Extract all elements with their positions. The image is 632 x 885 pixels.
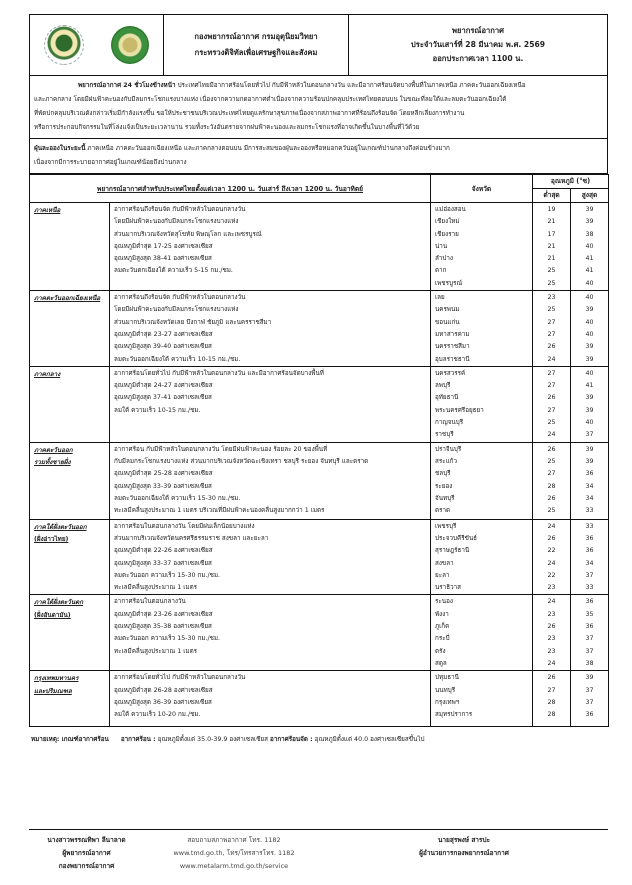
province-list — [431, 442, 533, 519]
province-list — [431, 291, 533, 367]
contact-website[interactable]: www.tmd.go.th, โทร/โทรสารโทร. 1182 — [173, 849, 295, 857]
province-max-temp: 41 — [585, 255, 594, 263]
province-max-temp: 39 — [585, 445, 594, 453]
province-list — [431, 203, 533, 291]
province-name: ลพบุรี — [435, 382, 451, 390]
region-name-line: (ฝั่งอ่าวไทย) — [34, 536, 69, 544]
province-min-temp: 28 — [547, 698, 556, 706]
forecast-line: ลมตะวันออก ความเร็ว 15-30 กม./ชม. — [114, 571, 221, 579]
province-name: ตรัง — [435, 647, 446, 655]
director-name: นายสุรพงษ์ สารปะ — [437, 836, 491, 844]
document-header — [29, 14, 608, 76]
province-max-temp: 37 — [585, 431, 594, 439]
org-line-1: กองพยากรณ์อากาศ กรมอุตุนิยมวิทยา — [194, 32, 318, 41]
region-name — [30, 519, 110, 595]
province-min-temp: 24 — [547, 559, 556, 567]
province-max-temp: 39 — [585, 206, 594, 213]
province-max-temp: 36 — [585, 711, 594, 719]
province-name: สุราษฎร์ธานี — [435, 547, 470, 555]
province-max-temp: 40 — [585, 330, 594, 338]
province-header: จังหวัด — [431, 175, 533, 203]
forecast-line: ส่วนมากบริเวณจังหวัดเลย บึงกาฬ ชัยภูมิ และนครราชสีมา — [114, 318, 272, 326]
director-signature — [364, 834, 564, 873]
province-min-temp: 22 — [547, 547, 556, 555]
province-name: ระนอง — [435, 598, 453, 606]
forecast-line: อากาศร้อนถึงร้อนจัด กับมีฟ้าหลัวในตอนกลางวัน — [114, 206, 246, 213]
province-max-temp: 41 — [585, 382, 594, 390]
province-max-temp: 41 — [585, 267, 594, 275]
contact-info — [144, 834, 324, 873]
province-max-temp: 36 — [585, 623, 594, 631]
province-name: ภูเก็ต — [435, 623, 450, 631]
region-name-line: และปริมณฑล — [34, 687, 72, 695]
province-max-temp: 40 — [585, 419, 594, 427]
province-name: ราชบุรี — [435, 431, 454, 439]
forecast-line: อุณหภูมิต่ำสุด 17-25 องศาเซลเซียส — [114, 242, 213, 250]
forecast-line: ลมตะวันออกเฉียงใต้ ความเร็ว 15-30 กม./ชม. — [114, 494, 241, 502]
province-max-temp: 39 — [585, 343, 594, 351]
region-name — [30, 366, 110, 442]
temperature-header: อุณหภูมิ (°ซ) — [533, 175, 609, 189]
province-max-temp: 36 — [585, 534, 594, 542]
province-min-temp: 26 — [547, 534, 556, 542]
region-row — [30, 595, 609, 671]
province-min-temp: 22 — [547, 571, 556, 579]
region-row — [30, 291, 609, 367]
forecaster-dept: กองพยากรณ์อากาศ — [58, 862, 115, 870]
signature-footer — [29, 829, 608, 873]
director-role: ผู้อำนวยการกองพยากรณ์อากาศ — [419, 849, 509, 857]
forecast-line: อุณหภูมิต่ำสุด 25-28 องศาเซลเซียส — [114, 470, 213, 478]
forecast-table — [29, 174, 609, 727]
region-name-line: ภาคใต้ฝั่งตะวันออก — [34, 523, 87, 531]
dust-section — [29, 139, 608, 174]
province-min-temp: 23 — [547, 294, 556, 302]
doc-title: พยากรณ์อากาศ — [452, 26, 504, 35]
province-min-temp: 25 — [547, 267, 556, 275]
hot-label: อากาศร้อน : — [120, 736, 156, 744]
forecast-line: อุณหภูมิสูงสุด 39-40 องศาเซลเซียส — [114, 343, 212, 351]
province-max-temp: 40 — [585, 279, 594, 287]
province-max-temp: 40 — [585, 369, 594, 377]
forecast-line: อุณหภูมิสูงสุด 33-39 องศาเซลเซียส — [114, 482, 212, 490]
dust-label: ฝุ่นละอองในระยะนี้ — [34, 145, 86, 152]
tmd-logo — [44, 25, 84, 65]
dust-text-2: เนื่องจากมีการระบายอากาศอยู่ในเกณฑ์น้อยถึงปานกลาง — [34, 159, 187, 166]
province-min-temp: 23 — [547, 635, 556, 643]
region-forecast — [110, 442, 431, 519]
region-name-line: (ฝั่งอันดามัน) — [34, 611, 71, 619]
province-name: นราธิวาส — [435, 584, 461, 592]
province-min-temp: 26 — [547, 343, 556, 351]
org-line-2: กระทรวงดิจิทัลเพื่อเศรษฐกิจและสังคม — [194, 48, 318, 57]
province-max-temp: 39 — [585, 674, 594, 682]
province-max-temp: 40 — [585, 242, 594, 250]
province-max-temp: 37 — [585, 635, 594, 643]
province-max-temp: 39 — [585, 218, 594, 226]
province-min-temp: 27 — [547, 369, 556, 377]
province-max-temp: 34 — [585, 494, 594, 502]
province-min-temp: 21 — [547, 255, 556, 263]
note-label: หมายเหตุ: เกณฑ์อากาศร้อน — [31, 736, 109, 744]
min-temp-list — [533, 671, 571, 727]
summary-label: พยากรณ์อากาศ 24 ชั่วโมงข้างหน้า — [78, 82, 176, 89]
province-max-temp: 39 — [585, 457, 594, 465]
province-min-temp: 25 — [547, 279, 556, 287]
province-name: นนทบุรี — [435, 686, 456, 694]
forecast-line: ลมใต้ ความเร็ว 10-20 กม./ชม. — [114, 711, 201, 719]
region-row — [30, 203, 609, 291]
forecast-period-header: พยากรณ์อากาศสำหรับประเทศไทยตั้งแต่เวลา 1200 น. วันเสาร์ ถึงเวลา 1200 น. วันอาทิตย์ — [30, 175, 431, 203]
region-name — [30, 203, 110, 291]
province-min-temp: 24 — [547, 431, 556, 439]
region-name-line: ภาคเหนือ — [34, 207, 61, 214]
forecast-line: ทะเลมีคลื่นสูงประมาณ 1 เมตร — [114, 647, 198, 655]
max-temp-list — [571, 519, 609, 595]
province-min-temp: 26 — [547, 674, 556, 682]
org-block — [164, 15, 349, 75]
forecaster-signature — [29, 834, 144, 873]
province-min-temp: 23 — [547, 610, 556, 618]
province-name: อุบลราชธานี — [435, 355, 470, 363]
province-min-temp: 27 — [547, 382, 556, 390]
region-row — [30, 366, 609, 442]
province-name: จันทบุรี — [435, 494, 455, 502]
province-name: ประจวบคีรีขันธ์ — [435, 534, 478, 542]
doc-date: ประจำวันเสาร์ที่ 28 มีนาคม พ.ศ. 2569 — [410, 40, 546, 49]
forecast-line: โดยมีฝนฟ้าคะนองกับมีลมกระโชกแรงบางแห่ง — [114, 306, 239, 314]
province-list — [431, 595, 533, 671]
province-name: นครราชสีมา — [435, 343, 470, 351]
summary-text-1: ประเทศไทยมีอากาศร้อนโดยทั่วไป กับมีฟ้าหลัวในตอนกลางวัน และมีอากาศร้อนจัดบางพื้นที่ในภาคเหนือ ภาคตะวันออกเฉียงเหนือ — [177, 82, 526, 89]
hot-text: อุณหภูมิตั้งแต่ 35.0-39.9 องศาเซลเซียส — [157, 736, 269, 744]
region-name-line: ภาคใต้ฝั่งตะวันตก — [34, 599, 84, 607]
province-name: ปทุมธานี — [435, 674, 459, 682]
forecast-document — [29, 14, 608, 744]
province-name: มหาสารคาม — [435, 330, 470, 338]
province-name: ตาก — [435, 267, 447, 275]
province-max-temp: 37 — [585, 698, 594, 706]
province-name: สมุทรปราการ — [435, 711, 473, 719]
province-min-temp: 23 — [547, 584, 556, 592]
province-min-temp: 27 — [547, 686, 556, 694]
forecast-line: ส่วนมากบริเวณจังหวัดนครศรีธรรมราช สงขลา และยะลา — [114, 534, 269, 542]
region-name — [30, 671, 110, 727]
province-min-temp: 25 — [547, 457, 556, 465]
forecast-line: อุณหภูมิต่ำสุด 23-27 องศาเซลเซียส — [114, 330, 213, 338]
province-min-temp: 21 — [547, 218, 556, 226]
forecast-line: โดยมีฝนฟ้าคะนองกับมีลมกระโชกแรงบางแห่ง — [114, 218, 239, 226]
province-min-temp: 28 — [547, 711, 556, 719]
province-name: สงขลา — [435, 559, 454, 567]
province-name: เชียงราย — [435, 230, 459, 238]
province-max-temp: 37 — [585, 647, 594, 655]
province-name: ขอนแก่น — [435, 318, 460, 326]
min-temp-list — [533, 519, 571, 595]
very-hot-text: อุณหภูมิตั้งแต่ 40.0 องศาเซลเซียสขึ้นไป — [314, 736, 425, 744]
province-min-temp: 17 — [547, 230, 556, 238]
province-max-temp: 40 — [585, 294, 594, 302]
province-min-temp: 23 — [547, 647, 556, 655]
province-name: กระบี่ — [435, 635, 450, 643]
region-forecast — [110, 671, 431, 727]
province-min-temp: 25 — [547, 419, 556, 427]
region-row — [30, 442, 609, 519]
province-min-temp: 27 — [547, 318, 556, 326]
province-list — [431, 519, 533, 595]
province-name: อุทัยธานี — [435, 394, 459, 402]
max-temp-list — [571, 442, 609, 519]
province-max-temp: 38 — [585, 230, 594, 238]
province-min-temp: 24 — [547, 355, 556, 363]
very-hot-label: อากาศร้อนจัด : — [270, 736, 313, 744]
province-list — [431, 366, 533, 442]
province-name: เชียงใหม่ — [435, 218, 460, 226]
province-name: พังงา — [435, 610, 449, 618]
province-name: ยะลา — [435, 571, 450, 579]
province-max-temp: 37 — [585, 686, 594, 694]
forecast-line: กับมีลมกระโชกแรงบางแห่ง ส่วนมากบริเวณจังหวัดฉะเชิงเทรา ชลบุรี ระยอง จันทบุรี และตราด — [114, 457, 369, 465]
min-temp-list — [533, 442, 571, 519]
region-forecast — [110, 519, 431, 595]
region-name-line: กรุงเทพมหานคร — [34, 675, 79, 683]
province-name: เพชรบูรณ์ — [435, 279, 463, 287]
min-temp-list — [533, 366, 571, 442]
region-name — [30, 291, 110, 367]
max-temp-header: สูงสุด — [571, 189, 609, 203]
max-temp-list — [571, 203, 609, 291]
max-temp-list — [571, 595, 609, 671]
max-temp-list — [571, 291, 609, 367]
province-max-temp: 34 — [585, 482, 594, 490]
province-name: สตูล — [435, 659, 447, 667]
region-name-line: ภาคตะวันออกเฉียงเหนือ — [34, 295, 101, 303]
max-temp-list — [571, 366, 609, 442]
province-max-temp: 33 — [585, 522, 594, 530]
doc-issued-time: ออกประกาศเวลา 1100 น. — [432, 54, 524, 63]
province-max-temp: 39 — [585, 406, 594, 414]
forecast-line: อุณหภูมิสูงสุด 38-41 องศาเซลเซียส — [114, 255, 212, 263]
province-name: พระนครศรีอยุธยา — [435, 406, 484, 414]
region-forecast — [110, 595, 431, 671]
heat-criteria-note — [29, 734, 608, 744]
forecast-line: อุณหภูมิสูงสุด 33-37 องศาเซลเซียส — [114, 559, 212, 567]
region-forecast — [110, 291, 431, 367]
forecaster-role: ผู้พยากรณ์อากาศ — [62, 849, 111, 857]
province-min-temp: 28 — [547, 482, 556, 490]
forecast-line: ส่วนมากบริเวณจังหวัดสุโขทัย พิษณุโลก และเพชรบูรณ์ — [114, 230, 262, 238]
province-min-temp: 25 — [547, 507, 556, 515]
forecast-line: อากาศร้อนถึงร้อนจัด กับมีฟ้าหลัวในตอนกลางวัน — [114, 294, 246, 302]
province-min-temp: 26 — [547, 445, 556, 453]
forecast-line: อากาศร้อนในตอนกลางวัน — [114, 598, 186, 606]
min-temp-list — [533, 203, 571, 291]
forecast-line: อุณหภูมิต่ำสุด 23-26 องศาเซลเซียส — [114, 610, 213, 618]
province-name: ลำปาง — [435, 255, 454, 263]
province-max-temp: 33 — [585, 584, 594, 592]
province-min-temp: 24 — [547, 598, 556, 606]
dust-text-1: ภาคเหนือ ภาคตะวันออกเฉียงเหนือ และภาคกลางตอนบน มีการสะสมของฝุ่นละอองหรือหมอกควันอยู่ในเกณฑ์ปานกลางถึงค่อนข้างมาก — [87, 145, 450, 152]
province-name: ตราด — [435, 507, 451, 515]
province-min-temp: 26 — [547, 494, 556, 502]
forecast-line: อากาศร้อนโดยทั่วไป กับมีฟ้าหลัวในตอนกลางวัน และมีอากาศร้อนจัดบางพื้นที่ — [114, 369, 324, 377]
region-name — [30, 595, 110, 671]
summary-section — [29, 76, 608, 139]
province-name: เลย — [435, 294, 445, 302]
date-block — [349, 15, 607, 75]
province-max-temp: 36 — [585, 470, 594, 478]
province-max-temp: 35 — [585, 610, 594, 618]
province-min-temp: 24 — [547, 659, 556, 667]
max-temp-list — [571, 671, 609, 727]
ministry-logo — [111, 26, 149, 64]
province-name: นครพนม — [435, 306, 460, 314]
forecast-line: อากาศร้อนในตอนกลางวัน โดยมีฝนเล็กน้อยบางแห่ง — [114, 522, 255, 530]
forecast-line: ลมตะวันออกเฉียงใต้ ความเร็ว 10-15 กม./ชม. — [114, 355, 241, 363]
region-name-line: ภาคตะวันออก — [34, 446, 73, 454]
forecast-line: อากาศร้อนโดยทั่วไป กับมีฟ้าหลัวในตอนกลางวัน — [114, 674, 246, 682]
province-min-temp: 27 — [547, 330, 556, 338]
forecast-line: อุณหภูมิต่ำสุด 24-27 องศาเซลเซียส — [114, 382, 213, 390]
summary-text-4: หรือการประกอบกิจกรรมในที่โล่งแจ้งเป็นระยะเวลานาน รวมทั้งระวังอันตรายจากฝนฟ้าคะนองและลมกระโชกแรงที่อาจเกิดขึ้นในบางพื้นที่ไว้ด้วย — [34, 124, 420, 131]
region-name-line: ภาคกลาง — [34, 370, 61, 378]
forecast-line: ทะเลมีคลื่นสูงประมาณ 1 เมตร บริเวณที่มีฝนฟ้าคะนองคลื่นสูงมากกว่า 1 เมตร — [114, 507, 325, 515]
province-min-temp: 21 — [547, 242, 556, 250]
contact-service-link[interactable]: www.metalarm.tmd.go.th/service — [179, 862, 289, 870]
province-name: สระแก้ว — [435, 457, 458, 465]
province-name: ปราจีนบุรี — [435, 445, 462, 453]
province-max-temp: 33 — [585, 507, 594, 515]
logo-area — [30, 15, 164, 75]
province-name: น่าน — [435, 242, 448, 250]
region-forecast — [110, 203, 431, 291]
province-max-temp: 36 — [585, 547, 594, 555]
province-max-temp: 40 — [585, 318, 594, 326]
forecast-line: ลมใต้ ความเร็ว 10-15 กม./ชม. — [114, 406, 201, 414]
province-name: เพชรบุรี — [435, 522, 457, 530]
province-name: ชลบุรี — [435, 470, 451, 478]
min-temp-list — [533, 595, 571, 671]
forecast-line: อากาศร้อน กับมีฟ้าหลัวในตอนกลางวัน โดยมีฝนฟ้าคะนอง ร้อยละ 20 ของพื้นที่ — [114, 445, 328, 453]
province-min-temp: 27 — [547, 470, 556, 478]
forecast-line: อุณหภูมิสูงสุด 36-39 องศาเซลเซียส — [114, 698, 212, 706]
province-max-temp: 37 — [585, 571, 594, 579]
province-name: นครสวรรค์ — [435, 369, 466, 377]
forecast-line: ลมตะวันตกเฉียงใต้ ความเร็ว 5-15 กม./ชม. — [114, 267, 233, 275]
forecast-line: ทะเลมีคลื่นสูงประมาณ 1 เมตร — [114, 584, 198, 592]
province-max-temp: 39 — [585, 306, 594, 314]
province-min-temp: 24 — [547, 522, 556, 530]
forecaster-name: นางสาวพรรณทิพา ลีนาลาด — [47, 836, 126, 844]
forecast-line: อุณหภูมิสูงสุด 35-38 องศาเซลเซียส — [114, 623, 212, 631]
province-name: ระยอง — [435, 482, 453, 490]
province-list — [431, 671, 533, 727]
region-name-line: รวมทั้งชายฝั่ง — [34, 459, 71, 467]
forecast-line: อุณหภูมิต่ำสุด 26-28 องศาเซลเซียส — [114, 686, 213, 694]
summary-text-3: ที่พัดปกคลุมบริเวณดังกล่าวเริ่มมีกำลังแรงขึ้น ขอให้ประชาชนบริเวณประเทศไทยดูแลรักษาสุขภาพเนื่องจากสภาพอากาศที่ร้อนถึงร้อนจัด โดยหลีกเลี่ยงการทำงาน — [34, 110, 465, 117]
region-row — [30, 519, 609, 595]
province-max-temp: 39 — [585, 355, 594, 363]
province-min-temp: 26 — [547, 623, 556, 631]
region-name — [30, 442, 110, 519]
province-name: กาญจนบุรี — [435, 419, 464, 427]
forecast-line: อุณหภูมิต่ำสุด 22-26 องศาเซลเซียส — [114, 547, 213, 555]
province-max-temp: 39 — [585, 394, 594, 402]
region-row — [30, 671, 609, 727]
forecast-line: อุณหภูมิสูงสุด 37-41 องศาเซลเซียส — [114, 394, 212, 402]
province-min-temp: 27 — [547, 406, 556, 414]
forecast-line: ลมตะวันออก ความเร็ว 15-30 กม./ชม. — [114, 635, 221, 643]
summary-text-2: และภาคกลาง โดยมีฝนฟ้าคะนองกับมีลมกระโชกแรงบางแห่ง เนื่องจากความกดอากาศต่ำเนื่องจากความร้อนปกคลุมประเทศไทยตอนบน ในขณะที่ลมใต้และลมตะวันออกเฉียงใต้ — [34, 96, 507, 103]
province-max-temp: 36 — [585, 598, 594, 606]
province-name: แม่ฮ่องสอน — [435, 206, 466, 213]
region-forecast — [110, 366, 431, 442]
province-name: กรุงเทพฯ — [435, 698, 460, 706]
province-max-temp: 34 — [585, 559, 594, 567]
province-max-temp: 38 — [585, 659, 594, 667]
min-temp-list — [533, 291, 571, 367]
province-min-temp: 25 — [547, 306, 556, 314]
province-min-temp: 19 — [547, 206, 556, 213]
min-temp-header: ต่ำสุด — [533, 189, 571, 203]
contact-phone: สอบถามสภาพอากาศ โทร. 1182 — [187, 836, 281, 844]
province-min-temp: 26 — [547, 394, 556, 402]
